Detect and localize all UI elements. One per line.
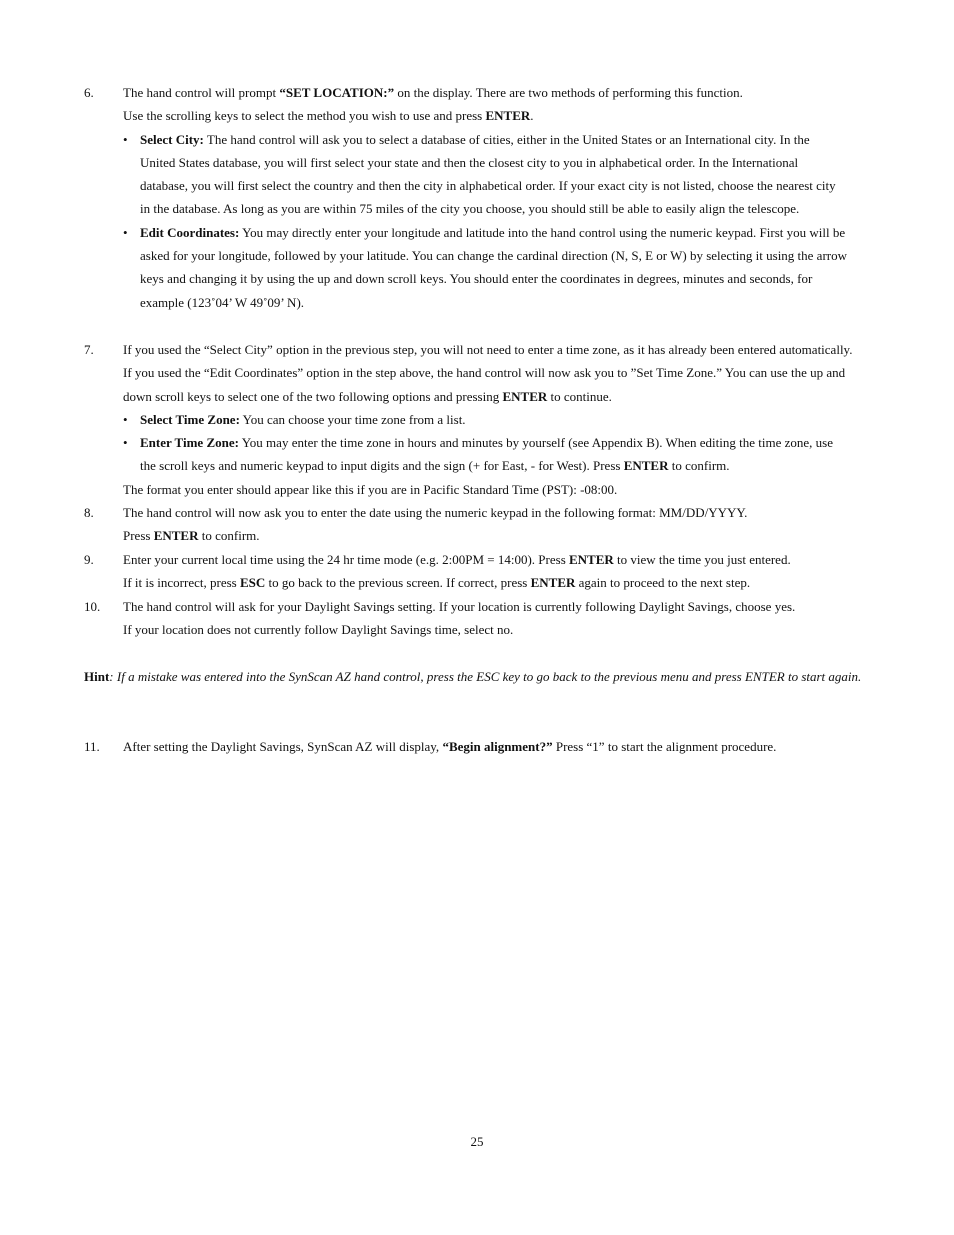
step-11 xyxy=(84,735,874,758)
bullet-edit-coordinates: • Edit Coordinates: You may directly enter your longitude and latitude into the hand control using the numeric keypad. First you will be asked for your longitude, followed by your latitude. You can change the cardinal direction (N, S, E or W) by selecting it using the arrow keys and changing it by using the up and down scroll keys. You should enter the coordinates in degrees, minutes and seconds, for example (123˚04’ W 49˚09’ N). xyxy=(123,221,874,314)
bullet-dot: • xyxy=(123,411,128,427)
step-body xyxy=(123,81,874,314)
step-text: The hand control will now ask you to enter the date using the numeric keypad in the following format: MM/DD/YYYY. xyxy=(123,505,748,520)
bullet-select-city: • Select City: The hand control will ask you to select a database of cities, either in the United States or an International city. In the United States database, you will first select your state and then the closest city to you in alphabetical order. In the International database, you will first select the country and then the city in alphabetical order. If your exact city is not listed, choose the nearest city in the database. As long as you are within 75 miles of the city you choose, you should still be able to easily align the telescope. xyxy=(123,128,874,221)
step-text: Enter your current local time using the 24 hr time mode (e.g. 2:00PM = 14:00). Press ENTER to view the time you just entered. xyxy=(123,552,791,567)
step-body xyxy=(123,735,874,758)
step-text: If you used the “Select City” option in the previous step, you will not need to enter a time zone, as it has already been entered automatically. If you used the “Edit Coordinates” option in the step above, the hand control will now ask you to ”Set Time Zone.” You can use the up and down scroll keys to select one of the two following options and pressing ENTER to continue. xyxy=(123,342,853,404)
hint-note xyxy=(84,665,874,688)
step-number: 10. xyxy=(84,599,101,614)
bullet-enter-time-zone: • Enter Time Zone: You may enter the time zone in hours and minutes by yourself (see Appendix B). When editing the time zone, use the scroll keys and numeric keypad to input digits and the sign (+ for East, - for West). Press ENTER to confirm. xyxy=(123,431,858,478)
step-6 xyxy=(84,81,874,314)
bullet-dot: • xyxy=(123,435,128,451)
hint-text: : If a mistake was entered into the SynScan AZ hand control, press the ESC key to go back to the previous menu and press ENTER to start again. xyxy=(109,669,862,684)
bullet-dot: • xyxy=(123,131,128,147)
step-text: The hand control will ask for your Daylight Savings setting. If your location is currently following Daylight Savings, choose yes. xyxy=(123,599,796,614)
step-9 xyxy=(84,548,874,595)
step-body xyxy=(123,501,874,548)
step-text: If it is incorrect, press ESC to go back to the previous screen. If correct, press ENTER again to proceed to the next step. xyxy=(123,575,751,591)
step-body xyxy=(123,548,874,595)
step-8 xyxy=(84,501,874,548)
step-number: 8. xyxy=(84,505,94,520)
step-body xyxy=(123,595,874,642)
page-number: 25 xyxy=(470,1134,484,1149)
step-text: The hand control will prompt “SET LOCATION:” on the display. There are two methods of performing this function. xyxy=(123,85,743,100)
bullet-dot: • xyxy=(123,224,128,240)
step-text: Use the scrolling keys to select the method you wish to use and press ENTER. xyxy=(123,108,534,124)
step-text: Press ENTER to confirm. xyxy=(123,528,260,544)
step-number: 6. xyxy=(84,85,94,100)
step-7 xyxy=(84,338,874,501)
bullet-select-time-zone: • Select Time Zone: You can choose your time zone from a list. xyxy=(123,408,858,431)
step-10 xyxy=(84,595,874,642)
step-text: If your location does not currently follow Daylight Savings time, select no. xyxy=(123,622,514,638)
step-body xyxy=(123,338,858,501)
step-number: 11. xyxy=(84,739,100,754)
hint-label: Hint xyxy=(84,669,110,684)
step-text: After setting the Daylight Savings, SynScan AZ will display, “Begin alignment?” Press “1” to start the alignment procedure. xyxy=(123,739,777,754)
step-text: The format you enter should appear like this if you are in Pacific Standard Time (PST): -08:00. xyxy=(123,481,618,497)
step-number: 7. xyxy=(84,342,94,357)
step-number: 9. xyxy=(84,552,94,567)
